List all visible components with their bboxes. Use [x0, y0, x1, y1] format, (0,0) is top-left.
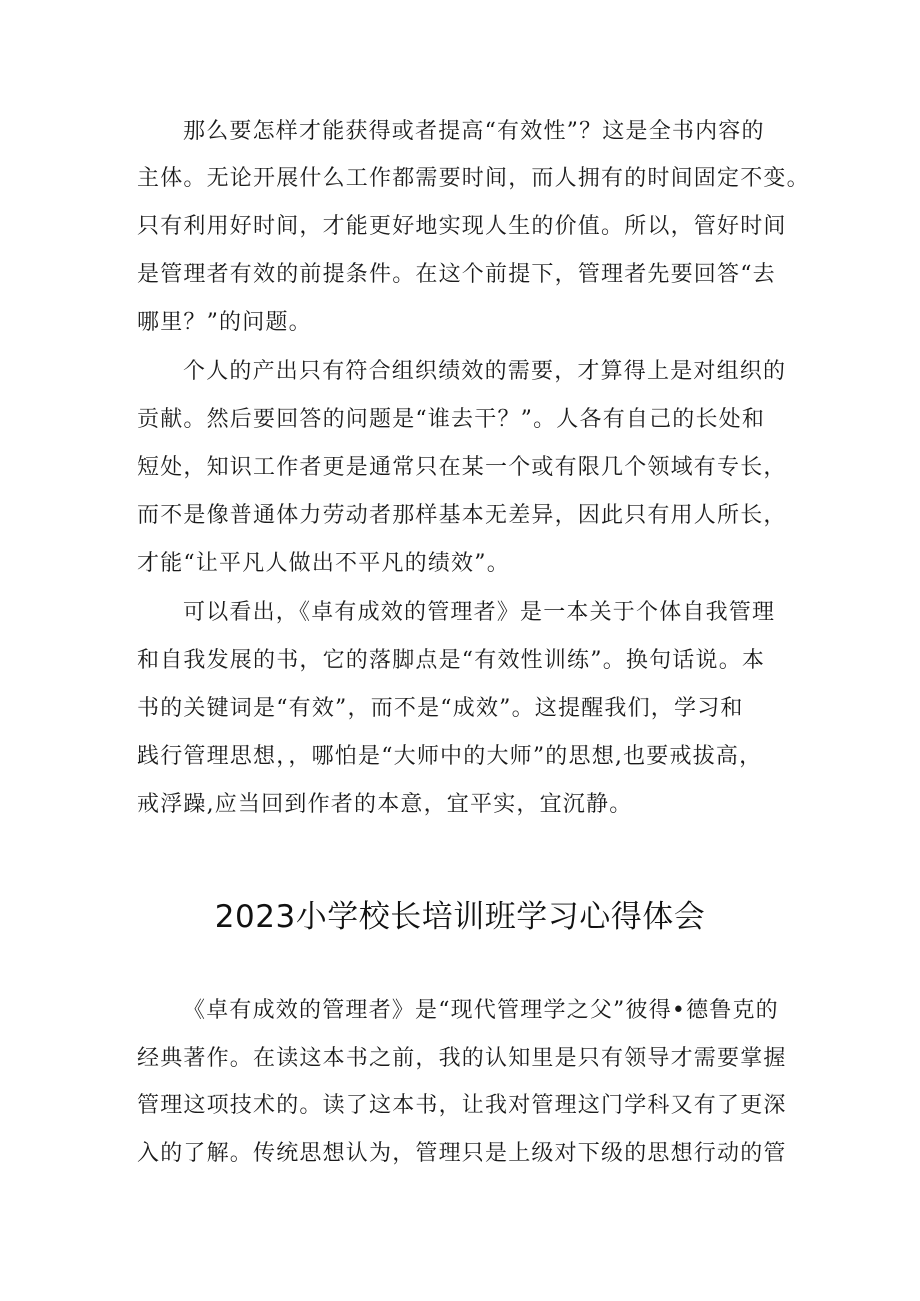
paragraph-line: 才能“让平凡人做出不平凡的绩效”。	[137, 551, 510, 576]
paragraph-line: 个人的产出只有符合组织绩效的需要，才算得上是对组织的	[183, 359, 787, 384]
paragraph-line: 书的关键词是“有效”，而不是“成效”。这提醒我们，学习和	[137, 696, 744, 721]
paragraph-line: 哪里？”的问题。	[137, 310, 312, 335]
paragraph-line: 《卓有成效的管理者》是“现代管理学之父”彼得•德鲁克的	[183, 998, 779, 1023]
paragraph-line: 是管理者有效的前提条件。在这个前提下，管理者先要回答“去	[137, 262, 776, 287]
paragraph-line: 践行管理思想，，哪怕是“大师中的大师”的思想,也要戒拔高，	[137, 744, 763, 769]
paragraph-line: 贡献。然后要回答的问题是“谁去干？”。人各有自己的长处和	[137, 407, 766, 432]
paragraph-line: 和自我发展的书，它的落脚点是“有效性训练”。换句话说。本	[137, 648, 766, 673]
paragraph-line: 戒浮躁,应当回到作者的本意，宜平实，宜沉静。	[137, 792, 633, 817]
paragraph-line: 经典著作。在读这本书之前，我的认知里是只有领导才需要掌握	[137, 1046, 787, 1071]
paragraph-line: 管理这项技术的。读了这本书，让我对管理这门学科又有了更深	[137, 1093, 787, 1118]
paragraph-line: 只有利用好时间，才能更好地实现人生的价值。所以，管好时间	[137, 214, 787, 239]
paragraph-line: 主体。无论开展什么工作都需要时间，而人拥有的时间固定不变。	[137, 166, 810, 191]
section-title: 2023小学校长培训班学习心得体会	[214, 899, 706, 935]
paragraph-line: 那么要怎样才能获得或者提高“有效性”？这是全书内容的	[183, 119, 765, 144]
paragraph-line: 而不是像普通体力劳动者那样基本无差异，因此只有用人所长，	[137, 503, 787, 528]
paragraph-line: 入的了解。传统思想认为，管理只是上级对下级的思想行动的管	[137, 1141, 787, 1166]
paragraph-line: 短处，知识工作者更是通常只在某一个或有限几个领域有专长，	[137, 455, 787, 480]
paragraph-line: 可以看出，《卓有成效的管理者》是一本关于个体自我管理	[183, 600, 776, 625]
